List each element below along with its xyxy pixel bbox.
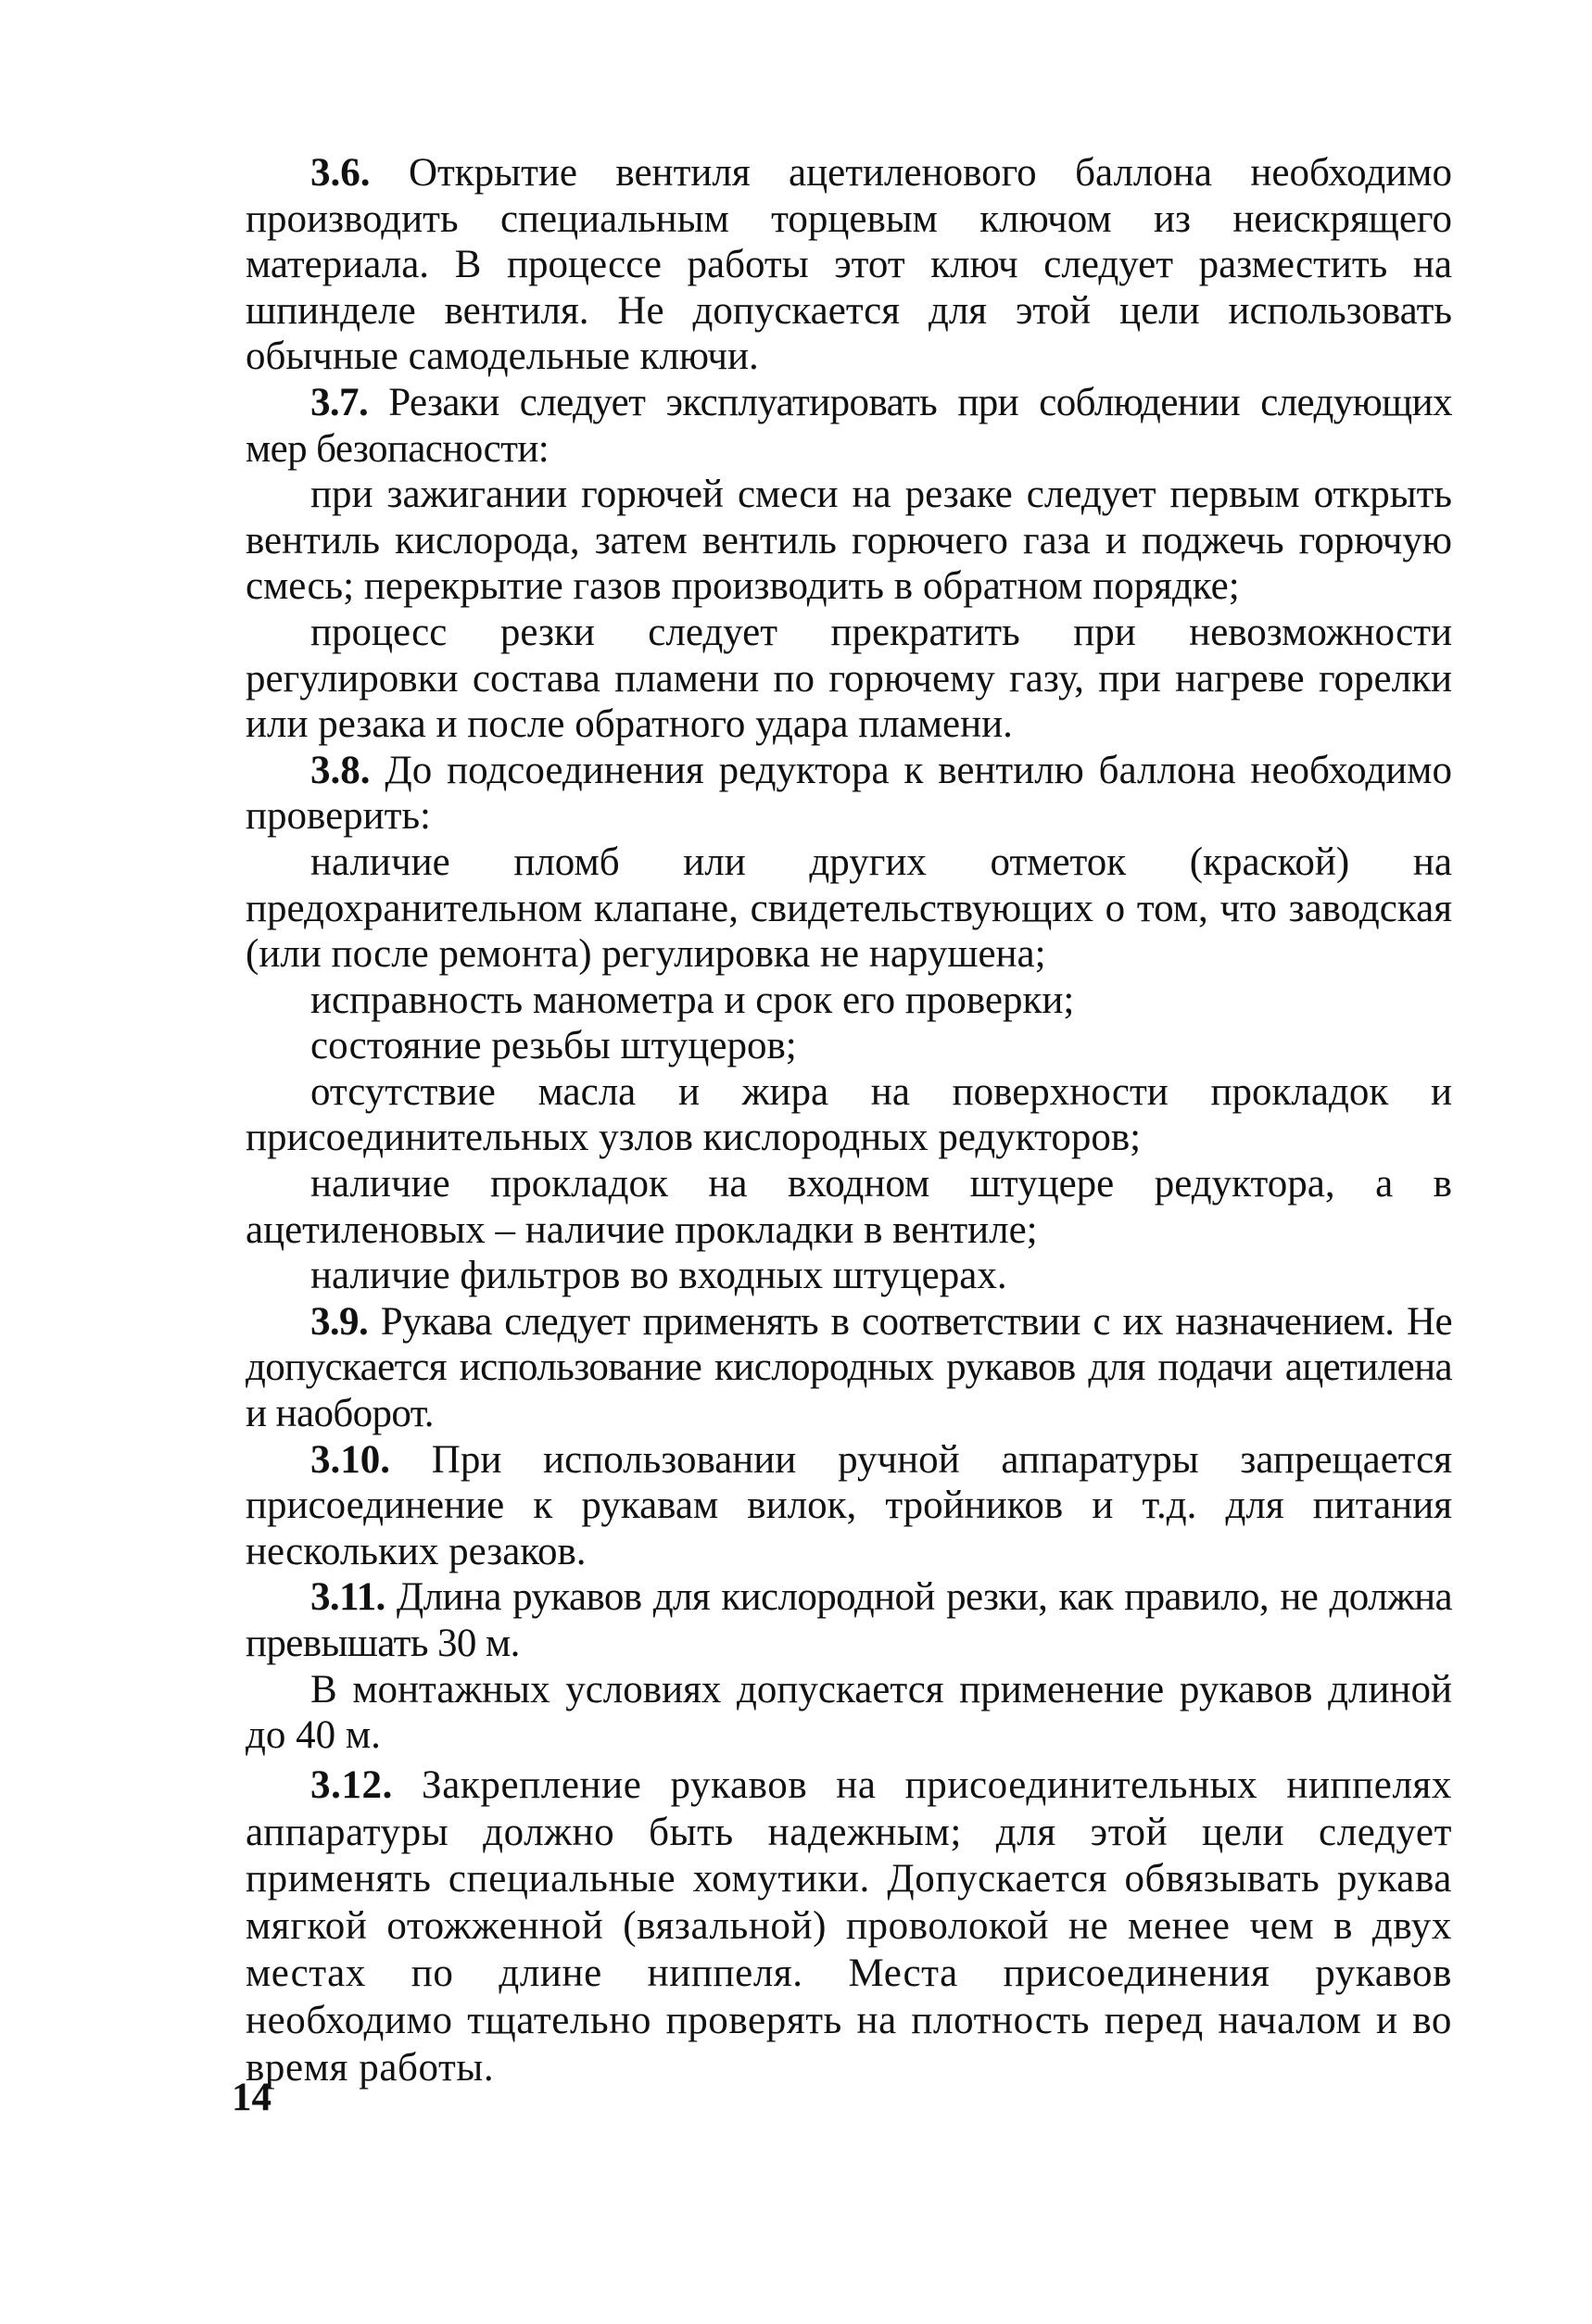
paragraph-3-10 — [246, 1437, 1452, 1575]
paragraph-3-12 — [246, 1762, 1452, 2092]
clause-number: 3.10. — [310, 1437, 390, 1482]
paragraph-text: При использовании ручной аппаратуры запрещается присоединение к рукавам вилок, тройников и т.д. для питания нескольких резаков. — [246, 1437, 1452, 1573]
paragraph-3-11 — [246, 1574, 1452, 1666]
paragraph-text: наличие фильтров во входных штуцерах. — [310, 1254, 1007, 1298]
paragraph-3-9 — [246, 1299, 1452, 1437]
clause-number: 3.6. — [310, 151, 371, 195]
paragraph-3-6 — [246, 150, 1452, 380]
paragraph-3-8-item — [246, 1023, 1452, 1069]
paragraph-text: Длина рукавов для кислородной резки, как правило, не должна превышать 30 м. — [246, 1575, 1452, 1665]
paragraph-text: отсутствие масла и жира на поверхности прокладок и присоединительных узлов кислородных редукторов; — [246, 1069, 1452, 1160]
paragraph-3-8-item — [246, 978, 1452, 1024]
paragraph-3-8-item — [246, 1161, 1452, 1253]
paragraph-text: исправность манометра и срок его проверки; — [310, 978, 1075, 1022]
paragraph-text: Закрепление рукавов на присоединительных ниппелях аппаратуры должно быть надежным; для этой цели следует применять специальные хомутики. Допускается обвязывать рукава мягкой отожженной (вязальной) проволокой не менее чем в двух местах по длине ниппеля. Места присоединения рукавов необходимо тщательно проверять на плотность перед началом и во время работы. — [246, 1762, 1452, 2090]
paragraph-3-7-item — [246, 610, 1452, 748]
clause-number: 3.9. — [310, 1299, 369, 1344]
paragraph-text: Открытие вентиля ацетиленового баллона необходимо производить специальным торцевым ключом из неискрящего материала. В процессе работы этот ключ следует разместить на шпинделе вентиля. Не допускается для этой цели использовать обычные самодельные ключи. — [246, 151, 1452, 379]
paragraph-text: До подсоединения редуктора к вентилю баллона необходимо проверить: — [246, 748, 1452, 839]
paragraph-text: состояние резьбы штуцеров; — [310, 1024, 797, 1068]
paragraph-text: наличие пломб или других отметок (краской) на предохранительном клапане, свидетельствующих о том, что заводская (или после ремонта) регулировка не нарушена; — [246, 840, 1452, 977]
page-number: 14 — [232, 2076, 272, 2119]
paragraph-3-8-item — [246, 1069, 1452, 1161]
clause-number: 3.12. — [310, 1762, 393, 1807]
body-text — [246, 150, 1452, 2091]
paragraph-3-7 — [246, 380, 1452, 472]
clause-number: 3.8. — [310, 748, 371, 792]
paragraph-3-8-item — [246, 1253, 1452, 1299]
paragraph-3-11-note — [246, 1667, 1452, 1759]
clause-number: 3.11. — [310, 1575, 385, 1620]
paragraph-text: процесс резки следует прекратить при невозможности регулировки состава пламени по горючему газу, при нагреве горелки или резака и после обратного удара пламени. — [246, 610, 1452, 747]
paragraph-text: наличие прокладок на входном штуцере редуктора, а в ацетиленовых – наличие прокладки в вентиле; — [246, 1162, 1452, 1252]
paragraph-3-8 — [246, 748, 1452, 840]
paragraph-3-8-item — [246, 840, 1452, 978]
paragraph-text: В монтажных условиях допускается применение рукавов длиной до 40 м. — [246, 1667, 1452, 1758]
paragraph-text: Резаки следует эксплуатировать при соблюдении следующих мер безопасности: — [246, 380, 1452, 471]
clause-number: 3.7. — [310, 380, 369, 424]
paragraph-text: Рукава следует применять в соответствии с их назначением. Не допускается использование кислородных рукавов для подачи ацетилена и наоборот. — [246, 1299, 1452, 1436]
paragraph-text: при зажигании горючей смеси на резаке следует первым открыть вентиль кислорода, затем вентиль горючего газа и поджечь горючую смесь; перекрытие газов производить в обратном порядке; — [246, 473, 1452, 609]
paragraph-3-7-item — [246, 472, 1452, 610]
